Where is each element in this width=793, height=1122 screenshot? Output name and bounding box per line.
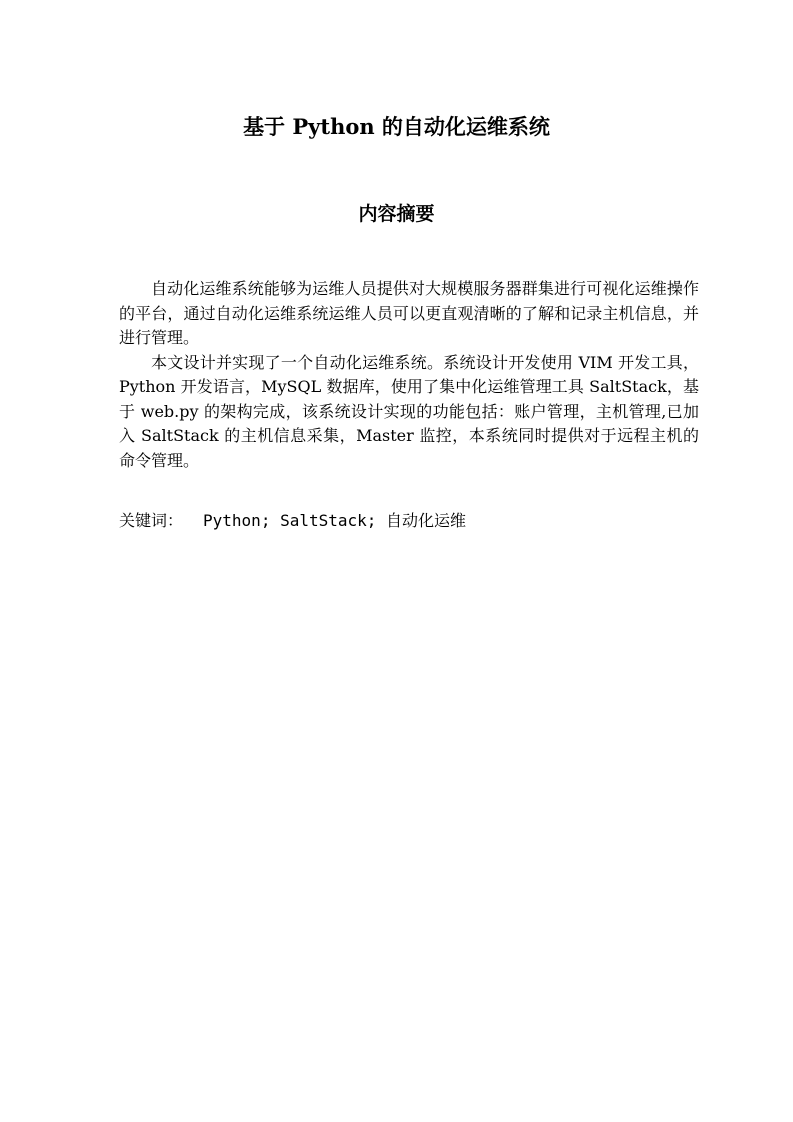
abstract-paragraph: 自动化运维系统能够为运维人员提供对大规模服务器群集进行可视化运维操作的平台，通过自动化运维系统运维人员可以更直观清晰的了解和记录主机信息，并进行管理。 [119, 279, 699, 347]
keywords-text: Python; SaltStack; 自动化运维 [203, 511, 467, 530]
section-heading: 内容摘要 [358, 203, 435, 225]
document-title: 基于 Python 的自动化运维系统 [243, 114, 550, 139]
keywords-label: 关键词： [119, 511, 184, 530]
abstract-paragraph: 本文设计并实现了一个自动化运维系统。系统设计开发使用 VIM 开发工具，Python 开发语言，MySQL 数据库，使用了集中化运维管理工具 SaltStack，基于 web.py 的架构完成，该系统设计实现的功能包括：账户管理，主机管理,已加入 SaltStack 的主机信息采集，Master 监控，本系统同时提供对于远程主机的命令管理。 [119, 352, 699, 470]
keywords-line [119, 509, 699, 534]
abstract-body [119, 277, 699, 473]
